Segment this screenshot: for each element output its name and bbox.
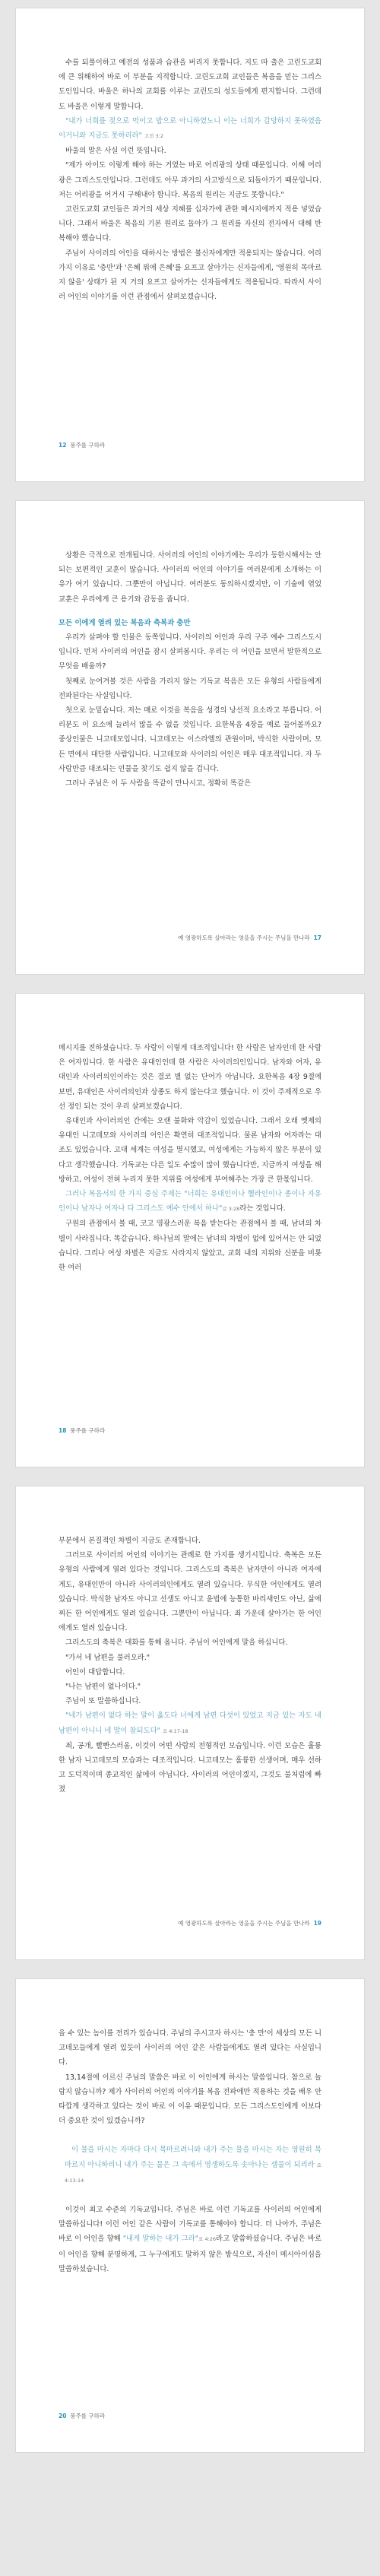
paragraph: 부분에서 본질적인 차별이 지금도 존재합니다. [59, 1537, 201, 1545]
page-17 [15, 500, 365, 975]
paragraph: 유대인과 사이러의인 간에는 오랜 불화와 악감이 있었습니다. 그래서 오래 옛제의 유대인 니고데모와 사이러의 어인은 확연히 대조적입니다. 물론 남자와 여자라는 대조도 있었습니다. 고대 세계는 여성을 멸시했고, 여성에게는 가능하지 않은 부분이 있다고 생각했습니다. 기독교는 다른 일도 수많이 많이 했습니다만, 지금까지 여성을 해방하고, 여성이 전혀 누리지 못한 지위를 여성에게 부여해주는 가장 큰 한몫입니다. [59, 1117, 321, 1184]
quote-reference: 갈 3:28 [222, 1206, 240, 1213]
page-12 [15, 8, 365, 482]
paragraph: 죄, 공개, 빨빤스러움, 이것이 어떤 사람의 전형적인 모습입니다. 이런 모습은 훌륭한 남자 니고데모의 모습과는 대조적입니다. 니고데모는 훌륭한 선생이며, 매우 선하고 도덕적이며 종교적인 삶에이 아닙니다. 사이러의 어인이겠지, 그것도 불처럼에 빠졌 [59, 1741, 321, 1794]
page-footer [59, 2412, 105, 2420]
paragraph: 첫으로 눈밑습니다. 저는 매로 이것을 복음을 성경의 낭선적 요소라고 부릅니다. 어리분도 이 요소에 늘려서 많을 수 없을 것입니다. 요한복음 4장을 예로 들어볼까요? 중상인물은 니고데모입니다. 니고데모는 이스라엘의 관원이며, 박식한 사람이며, 모든 면에서 대단한 사람입니다. 니고데모와 사이러의 어인은 매우 대조적입니다. 자 두 사람만큼 대조되는 인물을 찾기도 쉽지 않을 겁니다. [59, 706, 321, 773]
paragraph: 수를 되풀이하고 예전의 성품과 습관을 버리지 못합니다. 지도 따 출은 고린도교회에 큰 위해하여 바로 이 부분을 지적합니다. 고린도교회 교인들은 복음을 믿는 그리스도인입니다. 바울은 하나의 교회를 이루는 교린도의 성도들에게 편지합니다. 그런데도 바울은 이렇게 말합니다. [59, 59, 321, 111]
spacer [59, 2128, 321, 2143]
paragraph-text: 그러나 복음서의 한 가지 중심 주제는 "너희는 유대인이나 헬라인이나 종이나 자유인이나 남자나 여자나 다 그리스도 예수 안에서 하나" [59, 1190, 321, 1213]
scripture-quote [59, 1708, 321, 1738]
inline-quote: "내게 말하는 내가 그라" [122, 2235, 199, 2244]
paragraph: 상황은 극적으로 전개됩니다. 사이러의 어인의 이야기에는 우리가 등한시해서는 안 되는 보편적인 교훈이 많습니다. 사이러의 어인의 이야기를 여러분에게 소개하는 이유가 여기 있습니다. 그뿐만이 아닙니다. 여러분도 동의하시겠지만, 이 기술에 엮었 교훈은 우리에게 큰 용기와 감동을 줍니다. [59, 551, 321, 604]
page-footer [59, 441, 105, 449]
paragraph: 을 수 있는 놈이를 전리가 있습니다. 주님의 주시고자 하시는 '충 만'이 세상의 모든 니고데모들에게 열려 있듯이 사이러의 어인 같은 사람들에게도 열려 있다는 사실입니다. [59, 2029, 321, 2067]
paragraph: 13,14절에 이르신 주님의 말씀은 바로 이 어인에게 하시는 말씀입니다. 참으로 놀랍지 않습니까? 제가 사이러의 어인의 이야기를 복음 전파에만 적용하는 것을 배우 안타깝게 생각하고 있다는 것이 바로 이 이유 때문입니다. 모든 그리스도인에게 이보다 더 중요한 것이 있겠습니까? [59, 2073, 321, 2126]
dialogue-line: 어인이 대답합니다. [65, 1667, 125, 1677]
quote-reference: 요 4:13-14 [65, 2162, 321, 2184]
page-18 [15, 993, 365, 1467]
scripture-quote [59, 2143, 321, 2188]
page-number: 17 [313, 934, 321, 941]
dialogue-line: "가서 네 남편을 불러오라." [65, 1653, 150, 1662]
quote-reference: 고전 3:2 [144, 133, 163, 140]
paragraph [59, 1187, 321, 1217]
paragraph: 주님이 사이러의 어인을 대하시는 방법은 불신자에게만 적용되지는 않습니다. 어리 가지 이유로 '충만'과 '은혜 위에 은혜'를 요프고 살아가는 신자들에게, '영원히 목마르지 않을' 상태가 된 지 거의 요프고 살아가는 신자들에게도 적용됩니다. 따라서 사이러 어인의 이야기를 이런 관점에서 살펴보겠습니다. [59, 249, 321, 302]
paragraph: 고린도교회 교인들은 과거의 세상 지혜를 십자가에 관한 메시지에까지 적용 넣었습니다. 그래서 바울은 복음의 기본 원리로 돌아가 그 원리를 자신의 전자에서 대해 반복해야 했습니다. [59, 205, 321, 243]
paragraph: 바울의 말은 사실 이런 뜻입니다. [65, 147, 166, 156]
quote-text: "네가 남편이 없다 하는 말이 옳도다 너에게 남편 다섯이 있었고 지금 있는 자도 네 남편이 아니니 네 말이 참되도다" [59, 1712, 321, 1735]
paragraph-tail: 라는 것입니다. [239, 1204, 286, 1213]
quote-reference: 요 4:26 [198, 2236, 217, 2243]
page-footer [178, 934, 321, 942]
paragraph: 그리스도의 축복은 대화를 통해 옵니다. 주님이 어인에게 말을 하십니다. [65, 1639, 288, 1648]
page-footer [59, 1426, 105, 1435]
quote-reference: 요 4:17-18 [162, 1727, 188, 1734]
paragraph: 구원의 관점에서 볼 때, 코고 영광스러운 복음 받는다는 관점에서 볼 때, 남녀의 차별이 사라집니다. 똑같습니다. 하나님의 말에는 남녀의 차별이 없에 있어서는 안 되었습니다. 그리나 여성 차별은 지금도 사라지지 않았고, 교회 내의 지위와 신분을 비롯한 여러 [59, 1220, 321, 1273]
dialogue-line: "나는 남편이 없나이다." [65, 1683, 141, 1692]
page-number: 19 [313, 1920, 321, 1927]
running-title: 예 영광하도록 살아라는 영을을 주시는 주님을 만나라 [178, 1920, 310, 1927]
page-number: 18 [59, 1427, 67, 1434]
running-title: 예 영광하도록 살아라는 영을을 주시는 주님을 만나라 [178, 934, 310, 941]
paragraph: 우리가 살펴야 할 인물은 동쪽입니다. 사이러의 어인과 우리 구주 예수 그리스도시입니다. 먼저 사이러의 어인을 잠시 살펴봅시다. 우리는 이 어인을 보면서 말한적으로 무엇을 배울까? [59, 633, 321, 671]
running-title: 풍주를 구하라 [70, 1427, 106, 1434]
dialogue-line: 주님이 또 말씀하십니다. [65, 1697, 141, 1706]
paragraph: 메시지를 전하셨습니다. 두 사람이 이렇게 대조적입니다! 한 사람은 남자인데 한 사람은 여자입니다. 한 사람은 유대인인데 한 사람은 사이러의인입니다. 남자와 여자, 유대인과 사이러의인이라는 것은 결코 별 없는 단어가 아닙니다. 요한복음 4장 9절에 보면, 유대인은 사이러의인과 상종도 하지 않는다고 했습니다. 이 것이 주제적으로 우선 정인 되는 것이 우리 살펴보겠습니다. [59, 1044, 321, 1111]
page-19 [15, 1486, 365, 1960]
paragraph: 첫째로 눈여겨볼 것은 사람을 가리지 않는 기독교 복음은 모든 유형의 사람들에게 전파된다는 사실입니다. [59, 677, 321, 700]
paragraph [59, 2203, 321, 2276]
paragraph-text: 이것이 최고 수준의 기독교입니다. 주님은 바로 이런 기독교를 사이러의 어인에게 말씀하십니다! 이런 어인 같은 사람이 기독교를 통해야야 합니다. 더 나아가, 주님은 바로 이 어인을 향해 [59, 2206, 321, 2244]
page-number: 20 [59, 2413, 67, 2419]
paragraph: 그러나 주님은 이 두 사람을 똑같이 만나시고, 정확히 똑같은 [65, 779, 252, 788]
quote-text: 이 물을 마시는 자마다 다시 목마르려니와 내가 주는 물을 마시는 자는 영원히 목마르지 아니하리니 내가 주는 물은 그 속에서 영생하도록 솟아나는 샘물이 되리라 [65, 2146, 321, 2169]
page-20 [15, 1978, 365, 2453]
paragraph: 그러므로 사이러의 어인의 이야기는 관례로 한 가지를 생기시킵니다. 축복은 모든 유형의 사람에게 열려 있다는 것입니다. 그리스도의 축복은 남자만이 아니라 여자에게도, 유대인만이 아니라 사이러의인에게도 열려 있습니다. 무식한 어인에게도 열려 있습니다. 박식한 남자도 아니고 선생도 아니고 윤법에 능통한 바리새인도 아닌, 삶에 찌든 한 어인에게도 열려 있습니다. 그뿐만이 아닙니다. 죄 가운데 살아가는 한 어인에게도 열려 있습니다. [59, 1551, 321, 1633]
running-title: 풍주를 구하라 [70, 2413, 106, 2419]
spacer [59, 2188, 321, 2203]
page-footer [178, 1919, 321, 1927]
quote-text: "내가 너희를 젖으로 먹이고 밥으로 아니하였노니 이는 너희가 감당하지 못하였음이거니와 지금도 못하리라" [59, 116, 321, 141]
section-heading: 모든 이에게 열려 있는 복음과 축복과 충만 [59, 618, 191, 627]
running-title: 풍주를 구하라 [70, 442, 106, 449]
page-number: 12 [59, 442, 67, 449]
paragraph-tail: 라고 말씀하셨습니다. 주님은 바로 이 어인을 향해 분명하게, 그 누구에게도 말하지 않은 방식으로, 자신이 메시아이심을 말씀하셨습니다. [59, 2235, 321, 2273]
paragraph: "제가 아이도 이렇게 해야 하는 거였는 바로 어리광의 상태 때문입니다. 이해 어리광은 그리스도인입니다. 그런데도 아무 과거의 사고방식으로 되돌아가기 때문입니다. 저는 어리광을 어거시 구해내야 합니다. 복음의 원리는 지금도 못합니다." [59, 161, 321, 199]
scripture-quote [59, 114, 321, 144]
